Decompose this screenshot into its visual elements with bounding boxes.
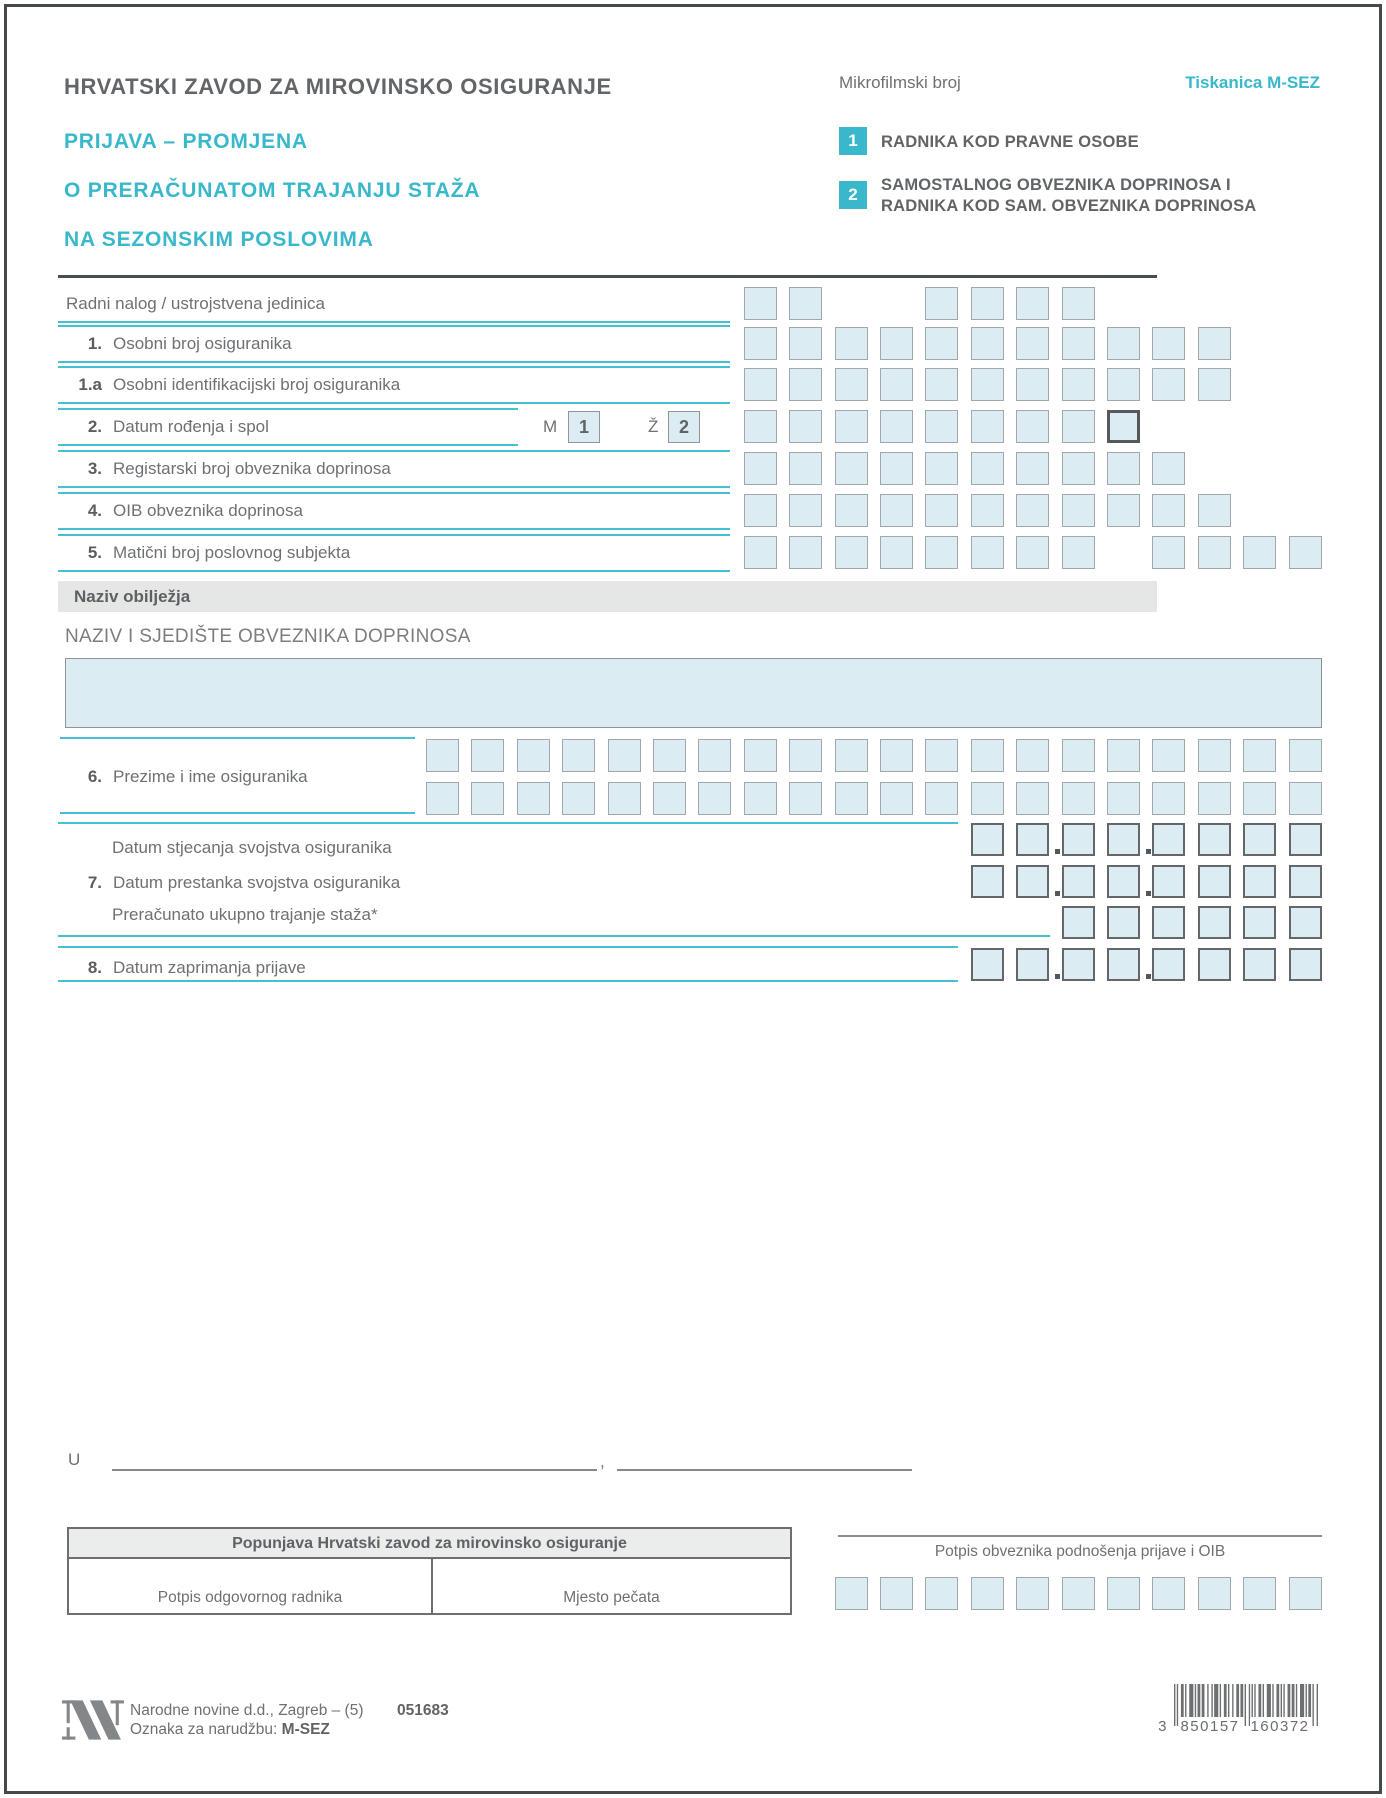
signer-oib-cells[interactable] xyxy=(925,1577,958,1610)
signer-signature-label: Potpis obveznika podnošenja prijave i OIB xyxy=(934,1543,1226,1560)
field-text: Osobni identifikacijski broj osiguranika xyxy=(113,375,401,394)
business-id-cells[interactable] xyxy=(1062,536,1095,569)
name-cells-line1[interactable] xyxy=(471,739,504,772)
form-title-line1: PRIJAVA – PROMJENA xyxy=(64,130,308,153)
birth-date-cells[interactable] xyxy=(1016,410,1049,443)
date-ceased-cells[interactable] xyxy=(1152,865,1185,898)
insured-type-2-badge: 2 xyxy=(839,181,867,209)
signer-oib-cells[interactable] xyxy=(880,1577,913,1610)
personal-oib-cells[interactable] xyxy=(1107,368,1140,401)
date-ceased-cells[interactable] xyxy=(1107,865,1140,898)
name-cells-line1[interactable] xyxy=(1243,739,1276,772)
field-rule-line xyxy=(58,946,958,948)
barcode-digits-right: 160372 xyxy=(1250,1718,1310,1735)
field-rule-line xyxy=(58,325,730,327)
name-cells-line2[interactable] xyxy=(608,782,641,815)
order-label: Oznaka za narudžbu: xyxy=(130,1721,278,1738)
field-text: Registarski broj obveznika doprinosa xyxy=(113,459,391,478)
barcode-digit-lead: 3 xyxy=(1156,1718,1170,1735)
name-cells-line2[interactable] xyxy=(1152,782,1185,815)
payer-name-box[interactable] xyxy=(65,658,1322,728)
recalc-duration-cells[interactable] xyxy=(1062,906,1095,939)
field-label-date-received xyxy=(58,958,306,978)
field-text: Prezime i ime osiguranika xyxy=(113,767,308,786)
registry-number-cells[interactable] xyxy=(744,452,777,485)
payer-oib-cells[interactable] xyxy=(1152,494,1185,527)
work-order-cells[interactable] xyxy=(1062,287,1095,320)
date-separator-dot xyxy=(1146,891,1151,896)
recalc-duration-cells[interactable] xyxy=(1289,906,1322,939)
name-cells-line2[interactable] xyxy=(471,782,504,815)
field-number: 1. xyxy=(87,334,102,353)
male-code-box: 1 xyxy=(568,411,600,443)
field-label-registry-number xyxy=(58,459,391,479)
name-cells-line1[interactable] xyxy=(1198,739,1231,772)
date-separator-dot xyxy=(1055,891,1060,896)
field-text: Datum zaprimanja prijave xyxy=(113,958,306,977)
payer-oib-cells[interactable] xyxy=(1062,494,1095,527)
field-rule-line xyxy=(58,444,518,446)
payer-oib-cells[interactable] xyxy=(744,494,777,527)
signer-oib-cells[interactable] xyxy=(1152,1577,1185,1610)
personal-oib-cells[interactable] xyxy=(880,368,913,401)
date-acquired-cells[interactable] xyxy=(1152,823,1185,856)
field-rule-line xyxy=(58,450,730,452)
field-label-recalc-duration: Preračunato ukupno trajanje staža* xyxy=(112,905,378,924)
date-received-cells[interactable] xyxy=(1062,948,1095,981)
birth-date-cells[interactable] xyxy=(971,410,1004,443)
place-prefix: U xyxy=(68,1450,81,1469)
field-rule-line xyxy=(58,486,730,488)
registry-number-cells[interactable] xyxy=(925,452,958,485)
name-cells-line1[interactable] xyxy=(744,739,777,772)
field-rule-line xyxy=(58,534,730,536)
personal-number-cells[interactable] xyxy=(835,327,868,360)
payer-oib-cells[interactable] xyxy=(880,494,913,527)
business-id-cells[interactable] xyxy=(971,536,1004,569)
official-signature-label: Potpis odgovornog radnika xyxy=(157,1589,343,1606)
payer-oib-cells[interactable] xyxy=(835,494,868,527)
date-separator-dot xyxy=(1055,974,1060,979)
form-title-line3: NA SEZONSKIM POSLOVIMA xyxy=(64,228,374,251)
publisher-line xyxy=(130,1702,364,1720)
field-rule-line xyxy=(58,570,730,572)
payer-oib-cells[interactable] xyxy=(1016,494,1049,527)
date-ceased-cells[interactable] xyxy=(971,865,1004,898)
ean-barcode xyxy=(1150,1684,1330,1742)
field-number: 6. xyxy=(87,767,102,786)
personal-oib-cells[interactable] xyxy=(835,368,868,401)
personal-number-cells[interactable] xyxy=(1198,327,1231,360)
field-number: 8. xyxy=(87,958,102,977)
name-cells-line2[interactable] xyxy=(698,782,731,815)
date-acquired-cells[interactable] xyxy=(1107,823,1140,856)
name-cells-line2[interactable] xyxy=(971,782,1004,815)
payer-oib-cells[interactable] xyxy=(1198,494,1231,527)
birth-date-cells[interactable] xyxy=(880,410,913,443)
field-rule-line xyxy=(58,822,958,824)
signer-oib-cells[interactable] xyxy=(971,1577,1004,1610)
personal-oib-cells[interactable] xyxy=(1152,368,1185,401)
field-number: 1.a xyxy=(78,375,102,394)
personal-oib-cells[interactable] xyxy=(789,368,822,401)
date-acquired-cells[interactable] xyxy=(1243,823,1276,856)
section-header-text: Naziv obilježja xyxy=(74,587,191,606)
signer-oib-cells[interactable] xyxy=(1289,1577,1322,1610)
section-header-bar xyxy=(58,581,1157,612)
field-label-business-id xyxy=(58,543,350,563)
narodne-novine-logo-icon xyxy=(62,1700,124,1740)
signer-oib-cells[interactable] xyxy=(1243,1577,1276,1610)
microfilm-label: Mikrofilmski broj xyxy=(839,73,961,92)
birth-date-cells[interactable] xyxy=(789,410,822,443)
name-cells-line1[interactable] xyxy=(608,739,641,772)
business-id-cells[interactable] xyxy=(1198,536,1231,569)
recalc-duration-cells[interactable] xyxy=(1152,906,1185,939)
date-received-cells[interactable] xyxy=(1107,948,1140,981)
personal-oib-cells[interactable] xyxy=(1062,368,1095,401)
name-cells-line2[interactable] xyxy=(835,782,868,815)
personal-number-cells[interactable] xyxy=(880,327,913,360)
male-symbol: M xyxy=(543,417,558,436)
stamp-cell[interactable] xyxy=(431,1559,790,1613)
office-table xyxy=(67,1527,792,1615)
payer-oib-cells[interactable] xyxy=(789,494,822,527)
signer-oib-cells[interactable] xyxy=(1198,1577,1231,1610)
place-separator: , xyxy=(600,1452,605,1471)
date-received-cells[interactable] xyxy=(1198,948,1231,981)
personal-number-cells[interactable] xyxy=(789,327,822,360)
personal-number-cells[interactable] xyxy=(1062,327,1095,360)
personal-oib-cells[interactable] xyxy=(744,368,777,401)
name-cells-line2[interactable] xyxy=(517,782,550,815)
official-signature-cell[interactable] xyxy=(69,1559,431,1613)
field-text: Datum rođenja i spol xyxy=(113,417,269,436)
signer-oib-cells[interactable] xyxy=(835,1577,868,1610)
order-line xyxy=(130,1721,330,1739)
name-cells-line2[interactable] xyxy=(1062,782,1095,815)
date-received-cells[interactable] xyxy=(1152,948,1185,981)
field-text: Matični broj poslovnog subjekta xyxy=(113,543,351,562)
name-cells-line2[interactable] xyxy=(880,782,913,815)
name-cells-line1[interactable] xyxy=(562,739,595,772)
field-rule-line xyxy=(58,408,518,410)
field-text: OIB obveznika doprinosa xyxy=(113,501,303,520)
signer-oib-cells[interactable] xyxy=(1107,1577,1140,1610)
business-id-cells[interactable] xyxy=(1016,536,1049,569)
name-cells-line1[interactable] xyxy=(925,739,958,772)
registry-number-cells[interactable] xyxy=(1016,452,1049,485)
business-id-cells[interactable] xyxy=(1243,536,1276,569)
field-label-date-acquired: Datum stjecanja svojstva osiguranika xyxy=(112,838,392,857)
payer-oib-cells[interactable] xyxy=(971,494,1004,527)
name-cells-line2[interactable] xyxy=(653,782,686,815)
female-code-box: 2 xyxy=(668,411,700,443)
stamp-label: Mjesto pečata xyxy=(563,1589,660,1606)
recalc-duration-cells[interactable] xyxy=(1243,906,1276,939)
recalc-duration-cells[interactable] xyxy=(1107,906,1140,939)
name-cells-line2[interactable] xyxy=(1107,782,1140,815)
field-rule-line xyxy=(58,366,730,368)
date-received-cells[interactable] xyxy=(971,948,1004,981)
date-received-cells[interactable] xyxy=(1016,948,1049,981)
registry-number-cells[interactable] xyxy=(789,452,822,485)
page-border xyxy=(4,4,1382,1794)
date-separator-dot xyxy=(1146,974,1151,979)
recalc-duration-cells[interactable] xyxy=(1198,906,1231,939)
name-cells-line1[interactable] xyxy=(835,739,868,772)
work-order-cells[interactable] xyxy=(1016,287,1049,320)
field-number: 2. xyxy=(87,417,102,436)
field-rule-line xyxy=(58,361,730,363)
field-text: Radni nalog / ustrojstvena jedinica xyxy=(66,294,325,313)
birth-date-cells[interactable] xyxy=(1107,410,1140,443)
personal-number-cells[interactable] xyxy=(744,327,777,360)
date-ceased-cells[interactable] xyxy=(1016,865,1049,898)
field-number: 4. xyxy=(87,501,102,520)
name-cells-line2[interactable] xyxy=(1198,782,1231,815)
female-symbol: Ž xyxy=(648,417,659,436)
place-blank-line[interactable] xyxy=(112,1469,597,1471)
date-received-cells[interactable] xyxy=(1289,948,1322,981)
barcode-digits-left: 850157 xyxy=(1180,1718,1240,1735)
field-label-payer-oib xyxy=(58,501,303,521)
payer-name-title: NAZIV I SJEDIŠTE OBVEZNIKA DOPRINOSA xyxy=(65,626,471,647)
insured-type-2-label-line2: RADNIKA KOD SAM. OBVEZNIKA DOPRINOSA xyxy=(881,197,1257,215)
registry-number-cells[interactable] xyxy=(1062,452,1095,485)
name-cells-line1[interactable] xyxy=(1289,739,1322,772)
name-cells-line1[interactable] xyxy=(789,739,822,772)
field-rule-line xyxy=(58,935,1050,937)
header-divider xyxy=(58,275,1157,278)
date-acquired-cells[interactable] xyxy=(971,823,1004,856)
personal-oib-cells[interactable] xyxy=(925,368,958,401)
business-id-cells[interactable] xyxy=(744,536,777,569)
personal-number-cells[interactable] xyxy=(971,327,1004,360)
payer-oib-cells[interactable] xyxy=(1107,494,1140,527)
field-label-insured-name xyxy=(58,767,308,787)
signer-signature-line[interactable] xyxy=(838,1535,1322,1537)
date-blank-line[interactable] xyxy=(617,1469,912,1471)
field-rule-line xyxy=(60,737,415,739)
personal-number-cells[interactable] xyxy=(1152,327,1185,360)
personal-oib-cells[interactable] xyxy=(1016,368,1049,401)
business-id-cells[interactable] xyxy=(835,536,868,569)
birth-date-cells[interactable] xyxy=(925,410,958,443)
date-acquired-cells[interactable] xyxy=(1289,823,1322,856)
field-rule-line xyxy=(58,980,958,982)
name-cells-line2[interactable] xyxy=(1289,782,1322,815)
business-id-cells[interactable] xyxy=(789,536,822,569)
name-cells-line1[interactable] xyxy=(1107,739,1140,772)
name-cells-line1[interactable] xyxy=(971,739,1004,772)
signer-oib-cells[interactable] xyxy=(1016,1577,1049,1610)
office-table-header: Popunjava Hrvatski zavod za mirovinsko osiguranje xyxy=(69,1529,790,1559)
publisher-text: Narodne novine d.d., Zagreb – (5) xyxy=(130,1702,364,1719)
field-rule-line xyxy=(58,528,730,530)
date-ceased-cells[interactable] xyxy=(1243,865,1276,898)
insured-type-1-badge: 1 xyxy=(839,127,867,155)
personal-number-cells[interactable] xyxy=(1107,327,1140,360)
registry-number-cells[interactable] xyxy=(880,452,913,485)
field-number: 7. xyxy=(87,873,102,892)
work-order-cells[interactable] xyxy=(971,287,1004,320)
business-id-cells[interactable] xyxy=(1152,536,1185,569)
field-label-personal-oib xyxy=(58,375,400,395)
personal-number-cells[interactable] xyxy=(925,327,958,360)
name-cells-line1[interactable] xyxy=(880,739,913,772)
date-acquired-cells[interactable] xyxy=(1016,823,1049,856)
field-number: 3. xyxy=(87,459,102,478)
field-rule-line xyxy=(58,492,730,494)
name-cells-line1[interactable] xyxy=(1016,739,1049,772)
name-cells-line1[interactable] xyxy=(1152,739,1185,772)
date-ceased-cells[interactable] xyxy=(1198,865,1231,898)
work-order-cells[interactable] xyxy=(744,287,777,320)
work-order-cells[interactable] xyxy=(789,287,822,320)
signer-oib-cells[interactable] xyxy=(1062,1577,1095,1610)
field-rule-line xyxy=(58,402,730,404)
order-code: M-SEZ xyxy=(281,1721,330,1738)
personal-oib-cells[interactable] xyxy=(971,368,1004,401)
field-label-birth-date xyxy=(58,417,269,437)
field-rule-line xyxy=(60,812,415,814)
print-code: 051683 xyxy=(397,1702,449,1719)
personal-number-cells[interactable] xyxy=(1016,327,1049,360)
date-separator-dot xyxy=(1055,849,1060,854)
field-label-personal-number xyxy=(58,334,292,354)
name-cells-line2[interactable] xyxy=(562,782,595,815)
birth-date-cells[interactable] xyxy=(1062,410,1095,443)
form-title-line2: O PRERAČUNATOM TRAJANJU STAŽA xyxy=(64,179,481,202)
payer-oib-cells[interactable] xyxy=(925,494,958,527)
registry-number-cells[interactable] xyxy=(835,452,868,485)
business-id-cells[interactable] xyxy=(880,536,913,569)
date-ceased-cells[interactable] xyxy=(1289,865,1322,898)
registry-number-cells[interactable] xyxy=(971,452,1004,485)
field-text: Osobni broj osiguranika xyxy=(113,334,292,353)
name-cells-line2[interactable] xyxy=(1016,782,1049,815)
form-code: Tiskanica M-SEZ xyxy=(1185,73,1320,92)
date-acquired-cells[interactable] xyxy=(1198,823,1231,856)
name-cells-line2[interactable] xyxy=(789,782,822,815)
insured-type-1-label: RADNIKA KOD PRAVNE OSOBE xyxy=(881,133,1139,151)
field-number: 5. xyxy=(87,543,102,562)
business-id-cells[interactable] xyxy=(925,536,958,569)
name-cells-line1[interactable] xyxy=(517,739,550,772)
insured-type-2-label-line1: SAMOSTALNOG OBVEZNIKA DOPRINOSA I xyxy=(881,176,1231,194)
birth-date-cells[interactable] xyxy=(744,410,777,443)
field-label-work-order xyxy=(66,294,325,314)
business-id-cells[interactable] xyxy=(1289,536,1322,569)
field-label-date-ceased xyxy=(58,873,400,893)
date-received-cells[interactable] xyxy=(1243,948,1276,981)
name-cells-line1[interactable] xyxy=(653,739,686,772)
date-ceased-cells[interactable] xyxy=(1062,865,1095,898)
date-separator-dot xyxy=(1146,849,1151,854)
org-title: HRVATSKI ZAVOD ZA MIROVINSKO OSIGURANJE xyxy=(64,74,612,99)
name-cells-line1[interactable] xyxy=(426,739,459,772)
name-cells-line1[interactable] xyxy=(1062,739,1095,772)
name-cells-line2[interactable] xyxy=(744,782,777,815)
date-acquired-cells[interactable] xyxy=(1062,823,1095,856)
personal-oib-cells[interactable] xyxy=(1198,368,1231,401)
registry-number-cells[interactable] xyxy=(1152,452,1185,485)
name-cells-line1[interactable] xyxy=(698,739,731,772)
name-cells-line2[interactable] xyxy=(925,782,958,815)
field-rule-line xyxy=(58,321,730,323)
name-cells-line2[interactable] xyxy=(1243,782,1276,815)
field-text: Datum prestanka svojstva osiguranika xyxy=(113,873,401,892)
birth-date-cells[interactable] xyxy=(835,410,868,443)
registry-number-cells[interactable] xyxy=(1107,452,1140,485)
work-order-cells[interactable] xyxy=(925,287,958,320)
name-cells-line2[interactable] xyxy=(426,782,459,815)
